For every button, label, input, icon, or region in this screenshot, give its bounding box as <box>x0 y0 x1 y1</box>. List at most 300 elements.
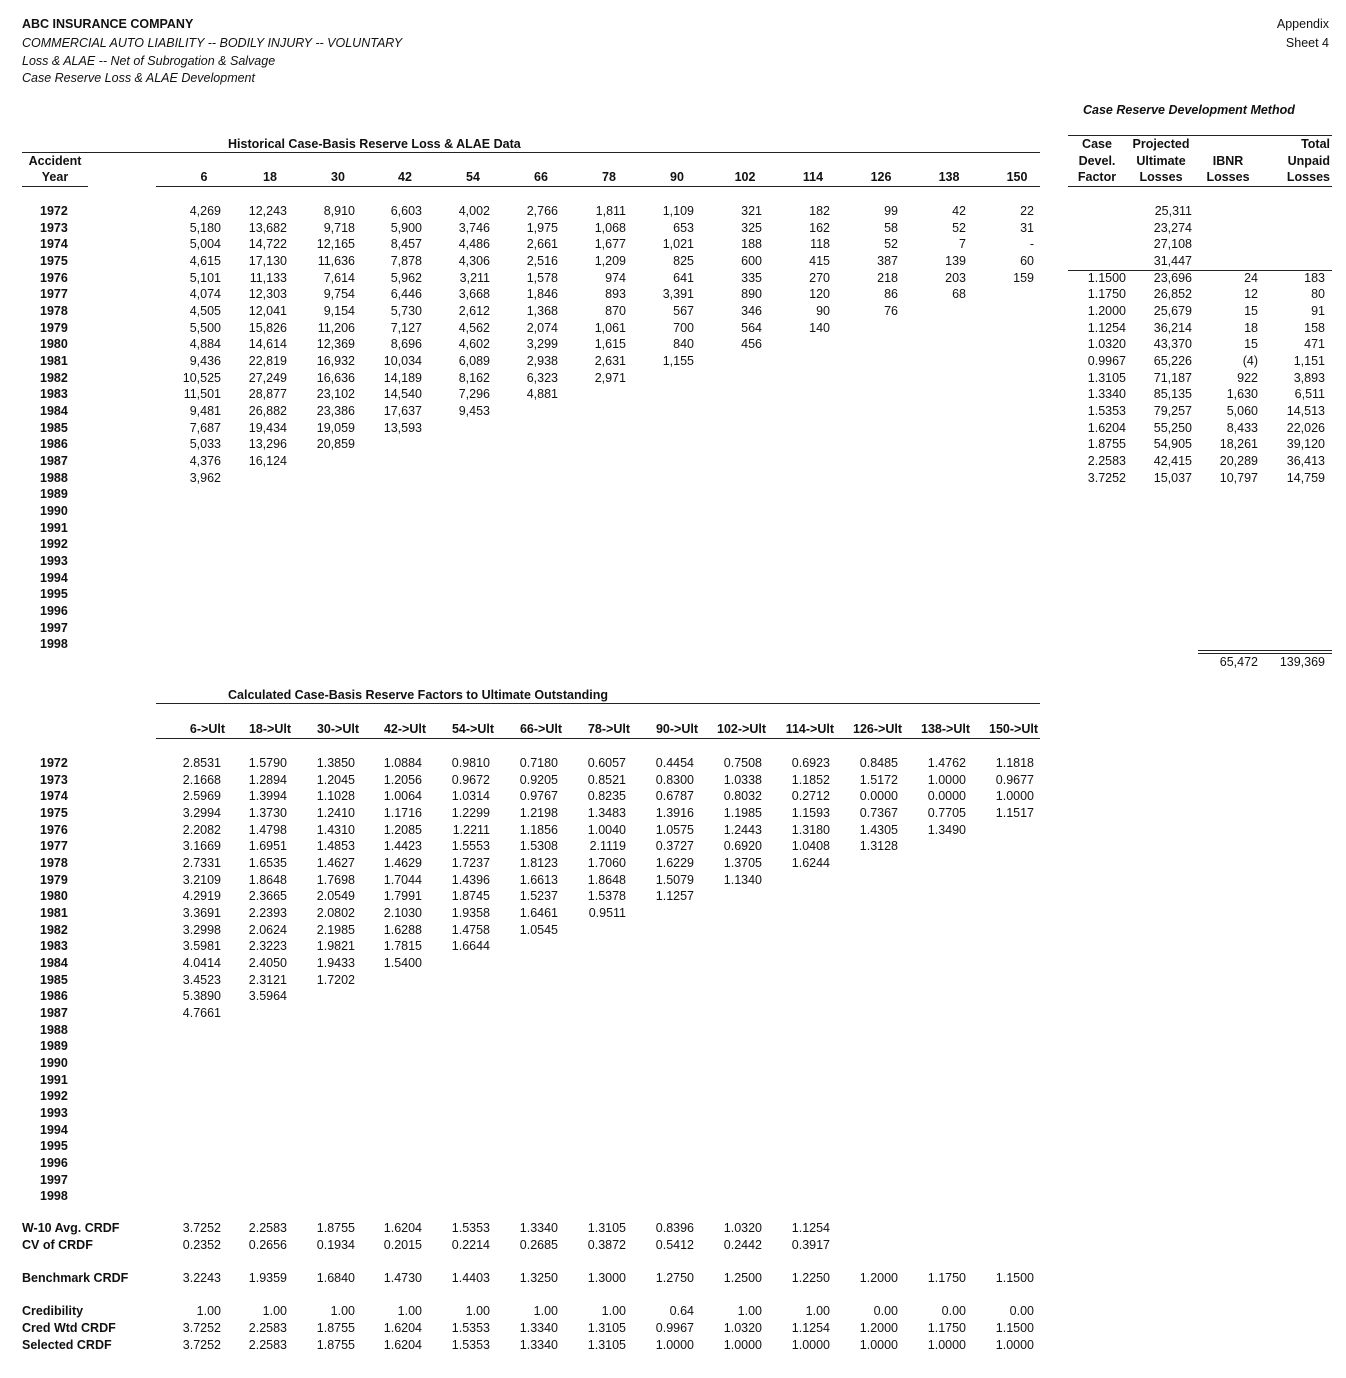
bottom-cell: 2.3121 <box>248 972 287 987</box>
bottom-cell: 1.6461 <box>519 906 558 921</box>
method-cell: 158 <box>1304 320 1325 335</box>
bottom-year: 1988 <box>40 1022 68 1037</box>
top-cell: 17,637 <box>383 404 422 419</box>
top-col-header: 54 <box>466 170 480 184</box>
top-cell: 162 <box>809 220 830 235</box>
method-cell: 79,257 <box>1153 404 1192 419</box>
top-cell: 346 <box>741 304 762 319</box>
bottom-col-header: 66->Ult <box>519 722 562 736</box>
top-cell: 4,074 <box>189 287 221 302</box>
bottom-year: 1983 <box>40 939 68 954</box>
bottom-cell: 1.5400 <box>383 956 422 971</box>
method-cell: 471 <box>1304 337 1325 352</box>
top-cell: 1,846 <box>526 287 558 302</box>
bottom-cell: 1.1716 <box>383 806 422 820</box>
bottom-cell: 1.3483 <box>587 806 626 820</box>
top-cell: 4,615 <box>189 254 221 268</box>
method-cell: 1.3105 <box>1087 370 1126 385</box>
bottom-cell: 1.9433 <box>316 956 355 971</box>
top-cell: 12,165 <box>316 237 355 252</box>
method-header-rule <box>1068 186 1332 187</box>
summary-cell: 0.1934 <box>316 1238 355 1252</box>
bottom-cell: 2.1668 <box>182 772 221 787</box>
bottom-cell: 1.6244 <box>791 856 830 871</box>
bottom-cell: 1.5237 <box>519 889 558 904</box>
bottom-year: 1976 <box>40 822 68 837</box>
summary-cell: 1.2250 <box>791 1271 830 1285</box>
method-cell: 6,511 <box>1294 387 1325 402</box>
top-year: 1989 <box>40 487 68 502</box>
bottom-cell: 1.4423 <box>383 839 422 854</box>
summary-cell: 1.0320 <box>723 1221 762 1235</box>
top-cell: 159 <box>1013 270 1034 285</box>
method-cell: 36,214 <box>1153 320 1192 335</box>
summary-cell: 1.2500 <box>723 1271 762 1285</box>
top-cell: 456 <box>741 337 762 352</box>
bottom-cell: 1.1340 <box>723 872 762 887</box>
summary-cell: 0.8396 <box>655 1221 694 1235</box>
year-header: Year <box>41 170 69 184</box>
top-cell: 8,910 <box>323 204 355 218</box>
bottom-year: 1981 <box>40 906 68 921</box>
bottom-cell: 1.7060 <box>587 856 626 871</box>
bottom-cell: 1.3180 <box>791 822 830 837</box>
method-cell: 1.1500 <box>1087 270 1126 285</box>
summary-cell: 1.8755 <box>316 1338 355 1352</box>
bottom-cell: 2.0549 <box>316 889 355 904</box>
top-cell: 1,021 <box>662 237 694 252</box>
unpaid-total: 139,369 <box>1279 655 1325 669</box>
top-cell: 4,562 <box>458 320 490 335</box>
bottom-cell: 1.0545 <box>519 922 558 937</box>
method-cell: 1.0320 <box>1087 337 1126 352</box>
summary-cell: 3.7252 <box>182 1338 221 1352</box>
method-cell: 23,274 <box>1153 220 1192 235</box>
top-cell: 5,180 <box>189 220 221 235</box>
method-cell: 3,893 <box>1293 370 1325 385</box>
method-header: Projected <box>1132 137 1190 151</box>
summary-cell: 1.0000 <box>995 1338 1034 1352</box>
top-cell: 2,516 <box>526 254 558 268</box>
top-cell: 118 <box>810 237 830 252</box>
method-cell: 14,759 <box>1286 470 1325 485</box>
summary-cell: 0.2214 <box>451 1238 490 1252</box>
summary-cell: 0.2015 <box>383 1238 422 1252</box>
bottom-cell: 0.4454 <box>655 756 694 770</box>
top-cell: 140 <box>809 320 830 335</box>
bottom-cell: 0.6920 <box>723 839 762 854</box>
summary-cell: 1.3340 <box>519 1221 558 1235</box>
summary-cell: 1.6204 <box>383 1221 422 1235</box>
top-cell: 7,296 <box>458 387 490 402</box>
bottom-cell: 1.4305 <box>859 822 898 837</box>
summary-cell: 1.3250 <box>519 1271 558 1285</box>
top-cell: 2,074 <box>526 320 558 335</box>
summary-cell: 1.4730 <box>383 1271 422 1285</box>
top-cell: 90 <box>816 304 830 319</box>
top-table-title: Historical Case-Basis Reserve Loss & ALAE Data <box>228 137 521 151</box>
top-cell: 28,877 <box>248 387 287 402</box>
summary-cell: 0.3917 <box>791 1238 830 1252</box>
summary-cell: 1.00 <box>196 1304 221 1318</box>
bottom-cell: 1.1856 <box>519 822 558 837</box>
summary-cell: 1.3340 <box>519 1321 558 1335</box>
top-cell: 4,306 <box>458 254 490 268</box>
company-name: ABC INSURANCE COMPANY <box>22 17 194 31</box>
bottom-year: 1996 <box>40 1156 68 1171</box>
bottom-cell: 1.5172 <box>859 772 898 787</box>
bottom-cell: 0.7705 <box>927 806 966 820</box>
method-header: Unpaid <box>1287 153 1330 168</box>
bottom-cell: 1.0884 <box>383 756 422 770</box>
summary-cell: 1.0320 <box>723 1321 762 1335</box>
top-cell: 893 <box>605 287 626 302</box>
summary-label: W-10 Avg. CRDF <box>22 1221 120 1235</box>
bottom-cell: 0.7367 <box>859 806 898 820</box>
top-cell: 4,376 <box>189 454 221 469</box>
top-year: 1973 <box>40 220 68 235</box>
method-cell: 14,513 <box>1286 404 1325 419</box>
bottom-cell: 2.8531 <box>182 756 221 770</box>
top-cell: 325 <box>741 220 762 235</box>
top-year: 1976 <box>40 270 68 285</box>
top-cell: 825 <box>673 254 694 268</box>
summary-cell: 0.5412 <box>655 1238 694 1252</box>
bottom-cell: 1.7202 <box>316 972 355 987</box>
bottom-cell: 1.1985 <box>723 806 762 820</box>
bottom-year: 1995 <box>40 1139 68 1154</box>
summary-cell: 1.6204 <box>383 1338 422 1352</box>
bottom-year: 1992 <box>40 1089 68 1104</box>
top-cell: 2,971 <box>594 370 626 385</box>
top-cell: 5,500 <box>189 320 221 335</box>
bottom-col-header: 114->Ult <box>785 722 834 736</box>
top-cell: 27,249 <box>248 370 287 385</box>
method-cell: 1,151 <box>1293 354 1325 369</box>
summary-label: Selected CRDF <box>22 1338 112 1352</box>
top-year: 1978 <box>40 304 68 319</box>
bottom-cell: 1.2211 <box>452 822 490 837</box>
bottom-cell: 1.5790 <box>248 756 287 770</box>
top-cell: 26,882 <box>248 404 287 419</box>
top-cell: 3,746 <box>458 220 490 235</box>
bottom-cell: 1.6229 <box>655 856 694 871</box>
bottom-cell: 1.5378 <box>587 889 626 904</box>
ibnr-total: 65,472 <box>1219 655 1258 669</box>
top-cell: 9,754 <box>323 287 355 302</box>
bottom-cell: 1.0040 <box>587 822 626 837</box>
top-cell: 6,603 <box>390 204 422 218</box>
top-col-header: 78 <box>602 170 616 184</box>
bottom-cell: 1.9821 <box>316 939 355 954</box>
bottom-cell: 5.3890 <box>182 989 221 1004</box>
summary-cell: 1.9359 <box>248 1271 287 1285</box>
top-cell: 2,661 <box>526 237 558 252</box>
top-cell: 3,391 <box>662 287 694 302</box>
method-header: Losses <box>1286 170 1330 184</box>
summary-cell: 1.0000 <box>859 1338 898 1352</box>
summary-label: Cred Wtd CRDF <box>22 1321 116 1335</box>
bottom-year: 1993 <box>40 1106 68 1121</box>
bottom-cell: 0.7508 <box>723 756 762 770</box>
method-cell: 23,696 <box>1153 270 1192 285</box>
bottom-cell: 3.5964 <box>248 989 287 1004</box>
top-cell: 270 <box>809 270 830 285</box>
top-cell: 8,457 <box>390 237 422 252</box>
top-cell: 3,211 <box>459 270 490 285</box>
bottom-cell: 2.2082 <box>182 822 221 837</box>
bottom-cell: 2.3665 <box>248 889 287 904</box>
bottom-cell: 0.0000 <box>859 789 898 804</box>
summary-cell: 0.64 <box>669 1304 694 1318</box>
bottom-cell: 3.5981 <box>182 939 221 954</box>
method-cell: 15 <box>1244 304 1258 319</box>
top-col-header: 138 <box>938 170 960 184</box>
method-cell: 1.1254 <box>1087 320 1126 335</box>
method-header: Losses <box>1206 170 1250 184</box>
top-cell: 182 <box>809 204 830 218</box>
bottom-cell: 4.2919 <box>182 889 221 904</box>
bottom-cell: 1.3705 <box>723 856 762 871</box>
top-year: 1981 <box>40 354 68 369</box>
method-cell: 54,905 <box>1153 437 1192 452</box>
summary-cell: 1.0000 <box>723 1338 762 1352</box>
top-cell: 5,900 <box>390 220 422 235</box>
bottom-cell: 1.4310 <box>316 822 355 837</box>
top-cell: 653 <box>673 220 694 235</box>
bottom-cell: 1.8648 <box>587 872 626 887</box>
top-cell: 974 <box>605 270 626 285</box>
top-col-rule <box>156 186 1040 187</box>
year-header-rule <box>22 186 88 187</box>
method-header: Ultimate <box>1136 153 1186 168</box>
summary-label: CV of CRDF <box>22 1238 93 1252</box>
top-cell: 12,369 <box>316 337 355 352</box>
method-title: Case Reserve Development Method <box>1083 103 1295 117</box>
summary-label: Benchmark CRDF <box>22 1271 129 1285</box>
top-cell: 5,730 <box>390 304 422 319</box>
top-year: 1996 <box>40 604 68 619</box>
top-year: 1980 <box>40 337 68 352</box>
top-cell: 3,962 <box>189 470 221 485</box>
top-cell: 1,368 <box>526 304 558 319</box>
top-cell: 2,612 <box>458 304 490 319</box>
summary-cell: 1.6204 <box>383 1321 422 1335</box>
summary-cell: 1.5353 <box>451 1221 490 1235</box>
bottom-cell: 0.6787 <box>655 789 694 804</box>
bottom-cell: 2.7331 <box>182 856 221 871</box>
top-year: 1979 <box>40 320 68 335</box>
summary-cell: 3.7252 <box>182 1321 221 1335</box>
top-cell: 68 <box>952 287 966 302</box>
top-cell: 14,189 <box>383 370 422 385</box>
bottom-cell: 2.0624 <box>248 922 287 937</box>
top-cell: - <box>1029 237 1034 252</box>
bottom-year: 1986 <box>40 989 68 1004</box>
top-year: 1974 <box>40 237 68 252</box>
bottom-year: 1994 <box>40 1122 68 1137</box>
bottom-col-header: 30->Ult <box>316 722 359 736</box>
accident-header: Accident <box>28 154 82 168</box>
bottom-cell: 1.2410 <box>316 806 355 820</box>
top-cell: 139 <box>945 254 966 268</box>
top-col-header: 150 <box>1006 170 1028 184</box>
top-cell: 9,154 <box>323 304 355 319</box>
bottom-cell: 0.6057 <box>587 756 626 770</box>
top-cell: 1,578 <box>526 270 558 285</box>
bottom-cell: 1.1818 <box>995 756 1034 770</box>
method-cell: 183 <box>1304 270 1325 285</box>
bottom-cell: 1.0064 <box>383 789 422 804</box>
bottom-cell: 0.3727 <box>655 839 694 854</box>
report-line-1: COMMERCIAL AUTO LIABILITY -- BODILY INJURY -- VOLUNTARY <box>22 36 403 50</box>
top-cell: 6,089 <box>458 354 490 369</box>
bottom-cell: 1.5079 <box>655 872 694 887</box>
summary-cell: 1.0000 <box>655 1338 694 1352</box>
bottom-cell: 1.5553 <box>451 839 490 854</box>
bottom-year: 1975 <box>40 806 68 820</box>
top-cell: 387 <box>877 254 898 268</box>
summary-cell: 1.5353 <box>451 1338 490 1352</box>
bottom-cell: 1.0314 <box>451 789 490 804</box>
method-cell: 85,135 <box>1153 387 1192 402</box>
top-cell: 3,668 <box>458 287 490 302</box>
summary-cell: 1.1750 <box>927 1321 966 1335</box>
top-cell: 5,004 <box>189 237 221 252</box>
summary-cell: 1.1500 <box>995 1271 1034 1285</box>
bottom-cell: 1.6644 <box>451 939 490 954</box>
summary-cell: 1.3000 <box>587 1271 626 1285</box>
top-cell: 23,386 <box>316 404 355 419</box>
bottom-cell: 3.2998 <box>182 922 221 937</box>
report-line-2: Loss & ALAE -- Net of Subrogation & Salvage <box>22 54 276 68</box>
top-cell: 415 <box>809 254 830 268</box>
bottom-cell: 1.4396 <box>451 872 490 887</box>
top-cell: 20,859 <box>316 437 355 452</box>
top-year: 1972 <box>40 204 68 218</box>
summary-cell: 1.00 <box>397 1304 422 1318</box>
top-cell: 11,501 <box>183 387 221 402</box>
top-cell: 7 <box>959 237 966 252</box>
method-cell: 91 <box>1311 304 1325 319</box>
summary-cell: 1.00 <box>330 1304 355 1318</box>
top-cell: 10,034 <box>383 354 422 369</box>
bottom-cell: 1.0000 <box>995 789 1034 804</box>
top-cell: 12,041 <box>248 304 287 319</box>
top-cell: 14,614 <box>248 337 287 352</box>
bottom-cell: 3.2994 <box>182 806 221 820</box>
summary-cell: 1.2000 <box>859 1271 898 1285</box>
top-cell: 4,269 <box>189 204 221 218</box>
bottom-col-header: 90->Ult <box>655 722 698 736</box>
top-col-header: 126 <box>870 170 892 184</box>
summary-cell: 1.2750 <box>655 1271 694 1285</box>
top-cell: 8,162 <box>458 370 490 385</box>
top-col-header: 66 <box>534 170 548 184</box>
top-cell: 1,068 <box>594 220 626 235</box>
top-cell: 13,593 <box>383 420 422 435</box>
bottom-cell: 1.4853 <box>316 839 355 854</box>
summary-cell: 0.00 <box>1009 1304 1034 1318</box>
top-year: 1994 <box>40 570 68 585</box>
method-cell: 18,261 <box>1219 437 1258 452</box>
method-cell: 15,037 <box>1153 470 1192 485</box>
bottom-col-header: 138->Ult <box>921 722 970 736</box>
summary-cell: 3.7252 <box>182 1221 221 1235</box>
top-cell: 60 <box>1020 254 1034 268</box>
bottom-cell: 1.1257 <box>655 889 694 904</box>
top-year: 1982 <box>40 370 68 385</box>
bottom-cell: 0.8300 <box>655 772 694 787</box>
bottom-cell: 1.6613 <box>519 872 558 887</box>
top-cell: 4,884 <box>189 337 221 352</box>
method-cell: 31,447 <box>1153 254 1192 268</box>
top-cell: 31 <box>1020 220 1034 235</box>
top-cell: 10,525 <box>182 370 221 385</box>
bottom-cell: 1.4629 <box>383 856 422 871</box>
top-cell: 1,811 <box>595 204 626 218</box>
top-cell: 7,127 <box>390 320 422 335</box>
bottom-cell: 2.5969 <box>182 789 221 804</box>
bottom-cell: 1.2299 <box>451 806 490 820</box>
top-cell: 9,718 <box>323 220 355 235</box>
method-cell: 5,060 <box>1226 404 1258 419</box>
top-cell: 17,130 <box>248 254 287 268</box>
top-cell: 600 <box>741 254 762 268</box>
bottom-cell: 1.4798 <box>248 822 287 837</box>
summary-cell: 0.2685 <box>519 1238 558 1252</box>
bottom-cell: 1.3994 <box>248 789 287 804</box>
top-year: 1977 <box>40 287 68 302</box>
bottom-year: 1990 <box>40 1056 68 1071</box>
bottom-cell: 1.3850 <box>316 756 355 770</box>
summary-cell: 0.00 <box>873 1304 898 1318</box>
top-cell: 321 <box>741 204 762 218</box>
bottom-year: 1984 <box>40 956 68 971</box>
bottom-cell: 1.3916 <box>655 806 694 820</box>
top-cell: 11,133 <box>249 270 287 285</box>
top-cell: 11,206 <box>317 320 355 335</box>
method-header: Case <box>1082 137 1112 151</box>
top-col-header: 114 <box>802 170 824 184</box>
top-col-header: 6 <box>200 170 208 184</box>
bottom-cell: 1.8648 <box>248 872 287 887</box>
bottom-cell: 0.0000 <box>927 789 966 804</box>
top-year: 1988 <box>40 470 68 485</box>
top-cell: 641 <box>673 270 694 285</box>
top-title-rule <box>22 152 1040 153</box>
top-year: 1990 <box>40 504 68 519</box>
summary-cell: 1.8755 <box>316 1221 355 1235</box>
top-cell: 188 <box>741 237 762 252</box>
bottom-col-rule <box>156 738 1040 739</box>
method-cell: 24 <box>1244 270 1258 285</box>
top-year: 1984 <box>40 404 68 419</box>
bottom-year: 1978 <box>40 856 68 871</box>
method-top-rule <box>1068 135 1332 136</box>
bottom-cell: 1.1517 <box>995 806 1034 820</box>
top-cell: 11,636 <box>317 254 355 268</box>
bottom-cell: 3.4523 <box>182 972 221 987</box>
bottom-cell: 4.7661 <box>182 1006 221 1021</box>
bottom-col-header: 78->Ult <box>587 722 630 736</box>
top-cell: 5,962 <box>390 270 422 285</box>
top-cell: 4,505 <box>189 304 221 319</box>
bottom-cell: 1.2085 <box>383 822 422 837</box>
top-cell: 5,101 <box>189 270 221 285</box>
top-cell: 4,486 <box>458 237 490 252</box>
method-header: Total <box>1301 137 1330 151</box>
